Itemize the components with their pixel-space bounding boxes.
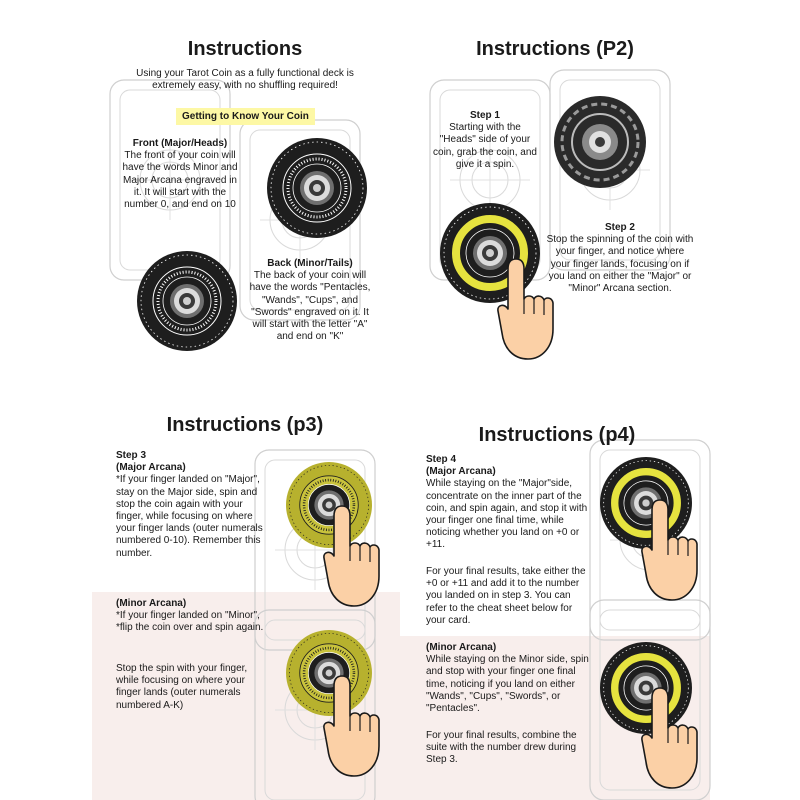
back-section [245, 258, 375, 343]
minor-heading: (Minor Arcana) [426, 642, 497, 653]
front-section [120, 138, 240, 211]
intro-text: Using your Tarot Coin as a fully functional deck is extremely easy, with no shuffling required! [136, 68, 354, 92]
page-title: Instructions (P2) [476, 38, 634, 60]
panel-instructions-3 [0, 400, 400, 800]
step2-text: Stop the spinning of the coin with your finger, and notice where your finger lands, focusing on if you land on either the "Major" or "Minor" Arcana section. [546, 234, 694, 295]
minor-text: While staying on the Minor side, spin and stop with your finger one final time, noticing if you land on either "Wands", "Cups", "Swords", or "Pentacles". [426, 654, 589, 715]
hand-icon [636, 684, 706, 794]
hand-icon [636, 496, 706, 606]
coin-front-image [262, 133, 372, 243]
front-heading: Front (Major/Heads) [132, 138, 228, 149]
page-title: Instructions (p4) [478, 424, 636, 446]
major-heading: (Major Arcana) [116, 462, 186, 474]
step3-heading: Step 3 [116, 450, 147, 461]
panel-instructions-2 [400, 0, 800, 400]
major-text: *If your finger landed on "Major", stay on the Major side, spin and stop the coin again with your finger, while focusing on where your finger lands (outer numerals numbered 0-10). Remember this number. [116, 474, 263, 559]
back-text: The back of your coin will have the words "Pentacles, "Wands", "Cups", and "Swords" engraved on it. It will start with the letter "A" and end on "K" [249, 270, 371, 343]
minor-section [116, 598, 266, 635]
front-text: The front of your coin will have the words Minor and Major Arcana engraved in it. It will start with the number 0, and end on 10 [122, 150, 238, 211]
minor-text1: *If your finger landed on "Minor", *flip the coin over and spin again. [116, 610, 264, 634]
major-section [116, 450, 266, 560]
step1-section [430, 110, 540, 171]
minor-text2: For your final results, combine the suite with the number drew during Step 3. [426, 730, 577, 766]
minor-heading: (Minor Arcana) [116, 598, 187, 609]
spinning-coin-image [550, 92, 650, 192]
major-text: While staying on the "Major"side, concentrate on the inner part of the coin, and spin again, and stop it with your finger one final time, while noticing whether you land on +0 or +11. [426, 478, 588, 551]
highlight-label: Getting to Know Your Coin [176, 108, 315, 125]
step2-heading: Step 2 [604, 222, 635, 233]
coin-back-image [132, 246, 242, 356]
page-title: Instructions (p3) [166, 414, 324, 436]
back-heading: Back (Minor/Tails) [267, 258, 353, 269]
step1-heading: Step 1 [469, 110, 500, 121]
minor-text2: Stop the spin with your finger, while focusing on where your finger lands (outer numerals numbered A-K) [116, 663, 248, 711]
step1-text: Starting with the "Heads" side of your coin, grab the coin, and give it a spin. [433, 122, 537, 170]
panel-instructions-4 [400, 400, 800, 800]
hand-icon [318, 502, 388, 612]
minor-section [426, 642, 594, 715]
step4-heading: Step 4 [426, 454, 457, 465]
major-text2: For your final results, take either the +0 or +11 and add it to the number you landed on in step 3. You can refer to the cheat sheet below for your card. [426, 566, 586, 626]
hand-icon [318, 672, 388, 782]
major-section [426, 454, 594, 552]
step2-section [545, 222, 695, 295]
page-title: Instructions [187, 38, 303, 60]
major-heading: (Major Arcana) [426, 466, 496, 478]
panel-instructions-1 [0, 0, 400, 400]
